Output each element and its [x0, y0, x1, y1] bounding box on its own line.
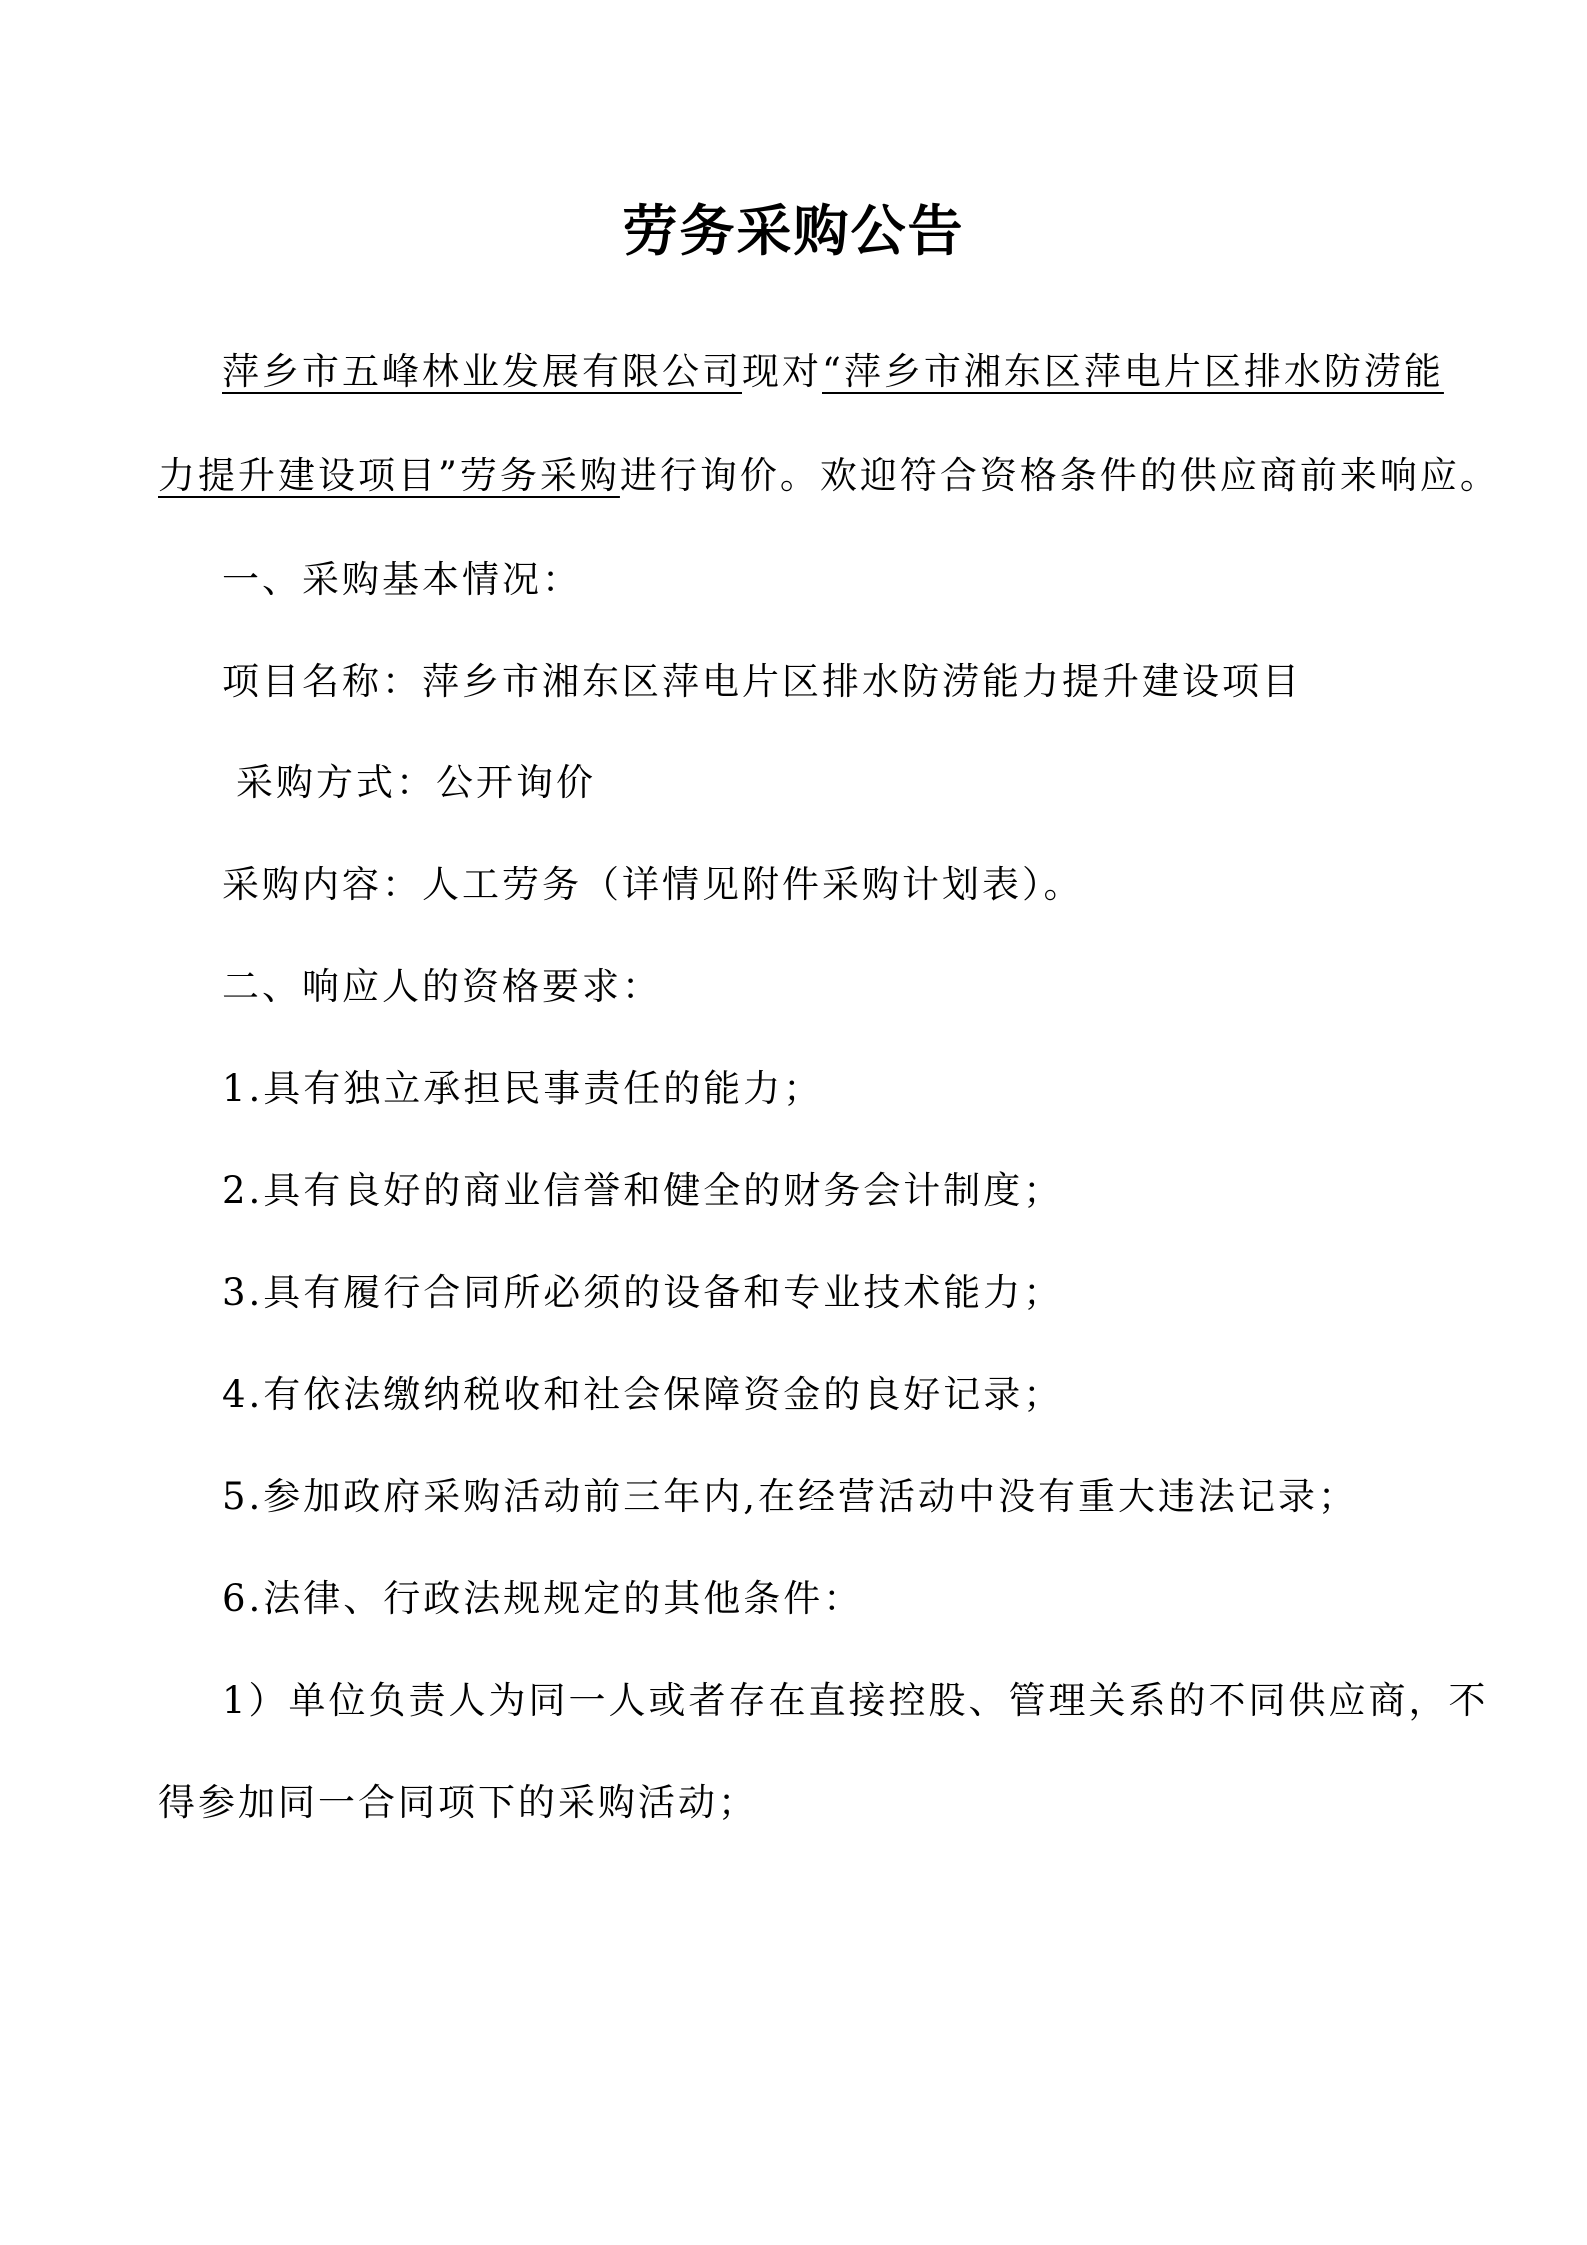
requirement-item-3: 3.具有履行合同所必须的设备和专业技术能力； [222, 1271, 1064, 1314]
procurement-content: 采购内容：人工劳务（详情见附件采购计划表）。 [222, 863, 1084, 906]
intro-mid: 现对 [742, 350, 822, 393]
requirement-item-6: 6.法律、行政法规规定的其他条件： [222, 1577, 864, 1620]
requirement-item-5: 5.参加政府采购活动前三年内,在经营活动中没有重大违法记录； [222, 1475, 1359, 1518]
sub-condition-1-line-1: 1）单位负责人为同一人或者存在直接控股、管理关系的不同供应商，不 [222, 1679, 1489, 1722]
section1-heading: 一、采购基本情况： [222, 558, 582, 601]
intro-tail: 进行询价。欢迎符合资格条件的供应商前来响应。 [619, 454, 1500, 497]
requirement-item-2: 2.具有良好的商业信誉和健全的财务会计制度； [222, 1169, 1064, 1212]
intro-line-2 [158, 450, 1500, 502]
procurement-method: 采购方式：公开询价 [236, 761, 596, 804]
intro-line-1 [222, 346, 1444, 398]
requirement-item-4: 4.有依法缴纳税收和社会保障资金的良好记录； [222, 1373, 1064, 1416]
sub-condition-1-line-2: 得参加同一合同项下的采购活动； [158, 1781, 758, 1824]
company-name: 萍乡市五峰林业发展有限公司 [222, 350, 742, 393]
requirement-item-1: 1.具有独立承担民事责任的能力； [222, 1067, 824, 1110]
page-title: 劳务采购公告 [622, 198, 965, 263]
section2-heading: 二、响应人的资格要求： [222, 965, 662, 1008]
project-quote-part-2: 力提升建设项目”劳务采购 [158, 454, 620, 497]
project-quote-part-1: “萍乡市湘东区萍电片区排水防涝能 [822, 350, 1444, 393]
project-name: 项目名称：萍乡市湘东区萍电片区排水防涝能力提升建设项目 [222, 660, 1302, 703]
